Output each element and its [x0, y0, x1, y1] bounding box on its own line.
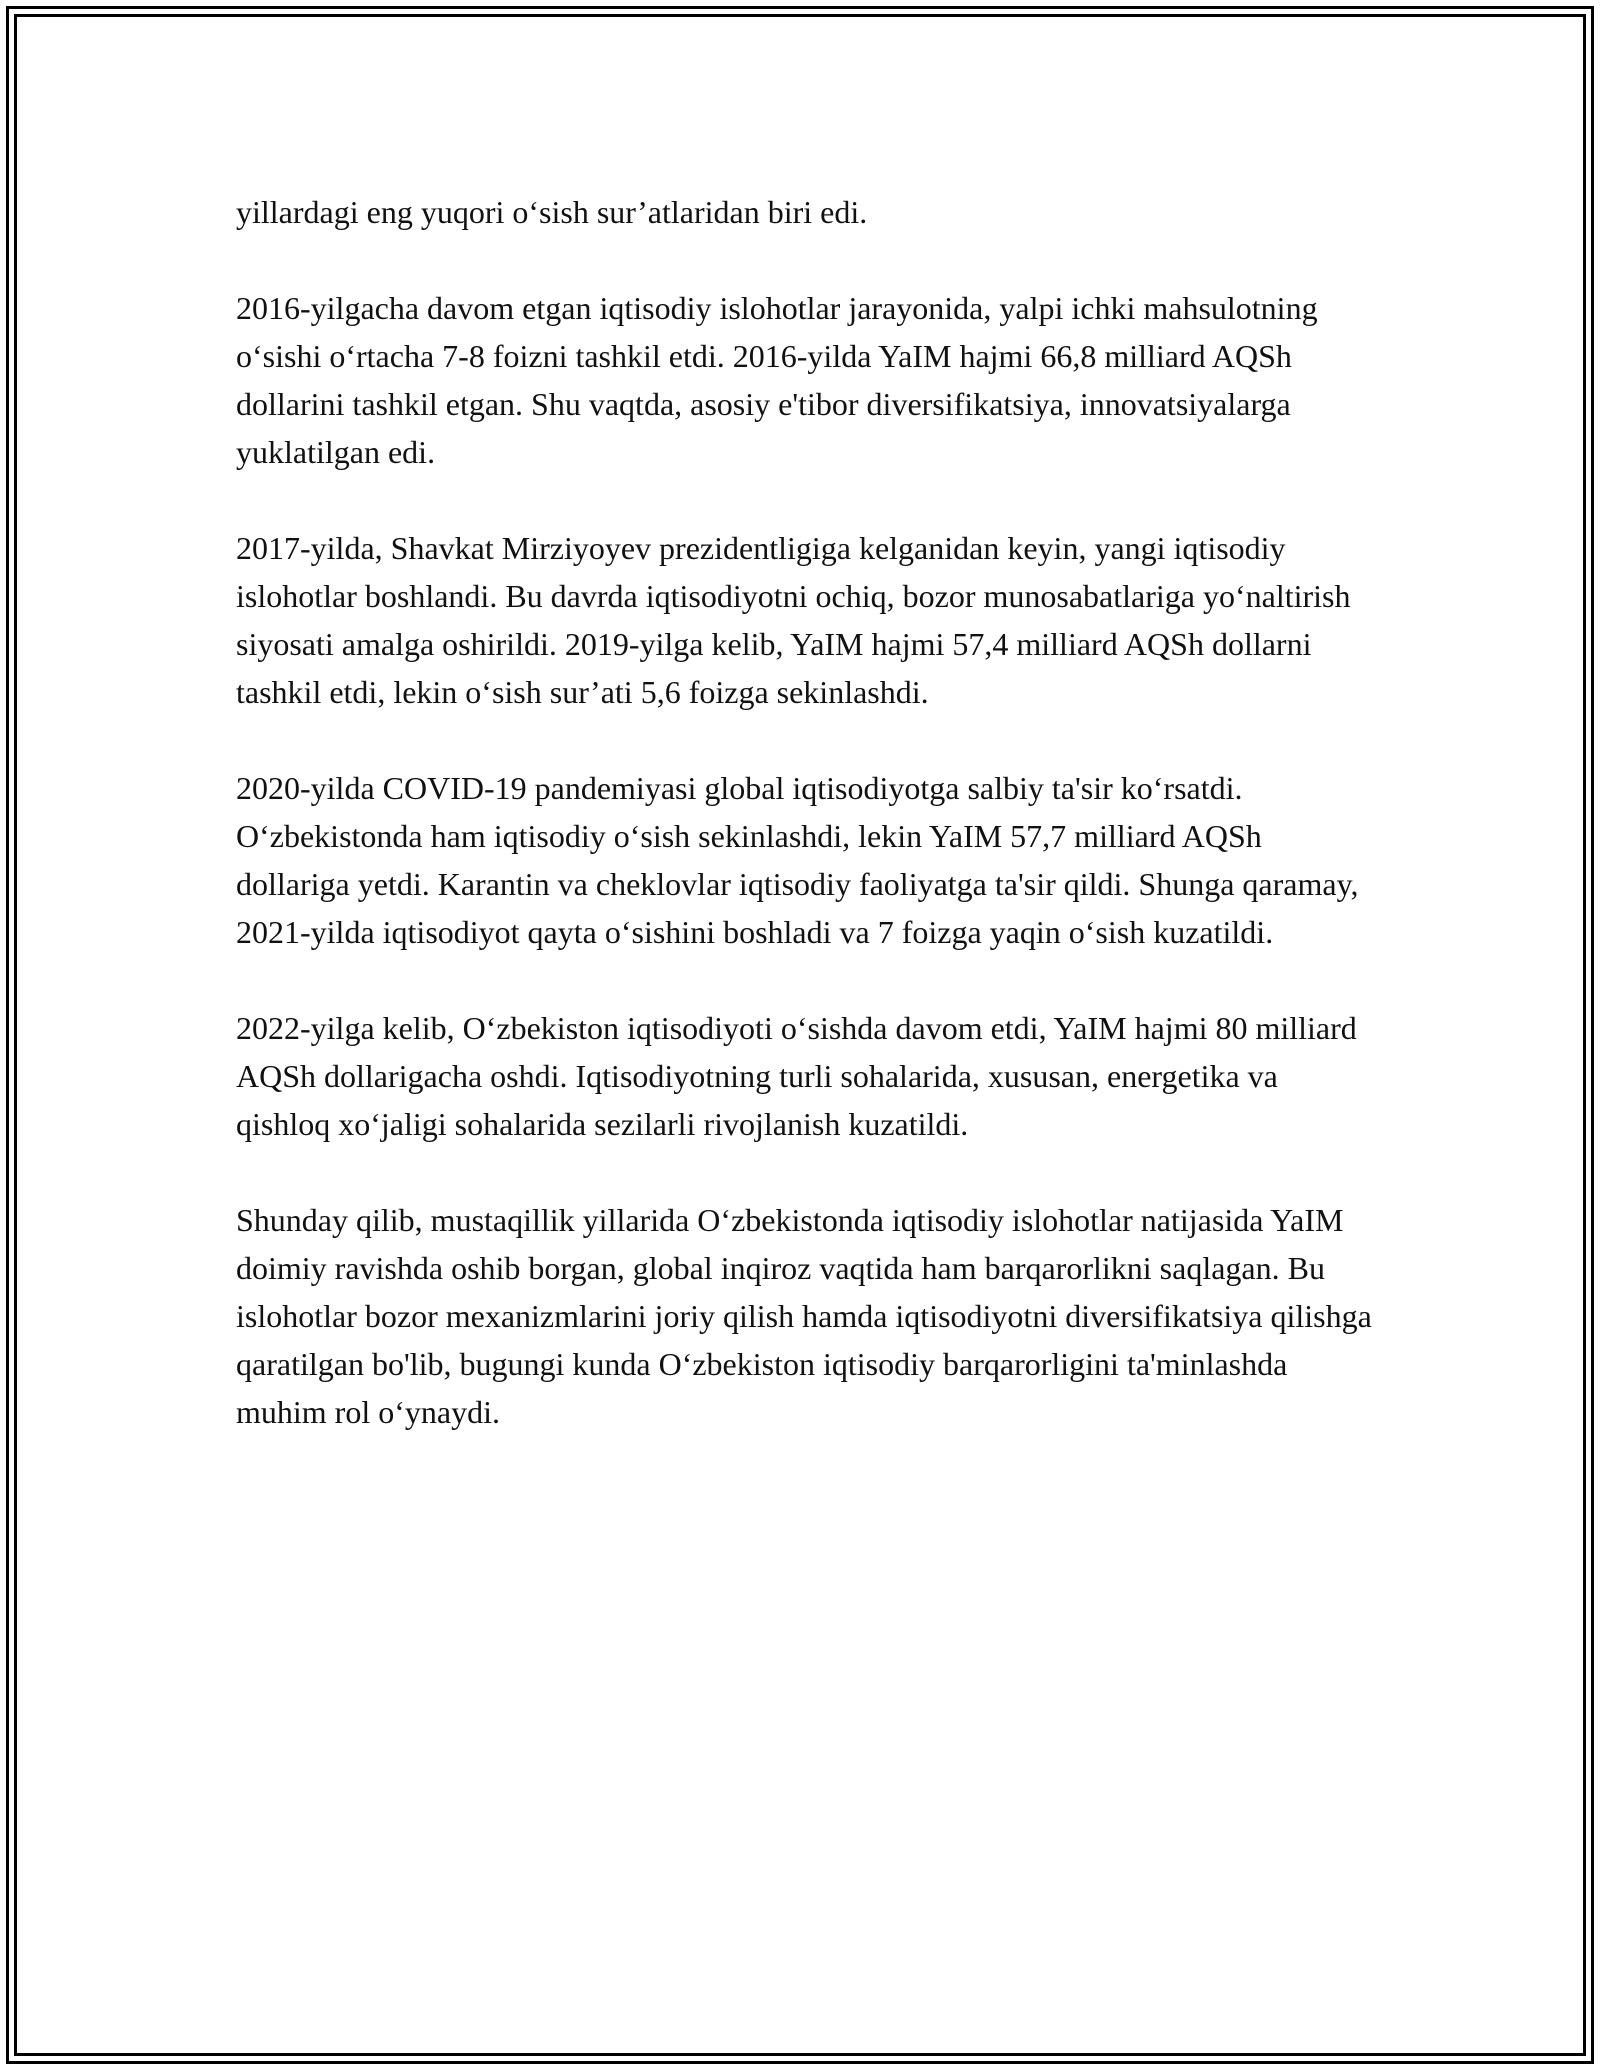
document-body [236, 188, 1376, 1436]
paragraph-2022-growth: 2022-yilga kelib, O‘zbekiston iqtisodiyoti o‘sishda davom etdi, YaIM hajmi 80 milliard AQSh dollarigacha oshdi. Iqtisodiyotning turli sohalarida, xususan, energetika va qishloq xo‘jaligi sohalarida sezilarli rivojlanish kuzatildi. [236, 1010, 1357, 1142]
paragraph-2017-reforms: 2017-yilda, Shavkat Mirziyoyev prezidentligiga kelganidan keyin, yangi iqtisodiy islohotlar boshlandi. Bu davrda iqtisodiyotni ochiq, bozor munosabatlariga yo‘naltirish siyosati amalga oshirildi. 2019-yilga kelib, YaIM hajmi 57,4 milliard AQSh dollarni tashkil etdi, lekin o‘sish sur’ati 5,6 foizga sekinlashdi. [236, 530, 1351, 710]
paragraph-continuation: yillardagi eng yuqori o‘sish sur’atlaridan biri edi. [236, 194, 868, 230]
paragraph-2020-covid: 2020-yilda COVID-19 pandemiyasi global iqtisodiyotga salbiy ta'sir ko‘rsatdi. O‘zbekistonda ham iqtisodiy o‘sish sekinlashdi, lekin YaIM 57,7 milliard AQSh dollariga yetdi. Karantin va cheklovlar iqtisodiy faoliyatga ta'sir qildi. Shunga qaramay, 2021-yilda iqtisodiyot qayta o‘sishini boshladi va 7 foizga yaqin o‘sish kuzatildi. [236, 770, 1359, 950]
paragraph-2016-reforms: 2016-yilgacha davom etgan iqtisodiy islohotlar jarayonida, yalpi ichki mahsulotning o‘sishi o‘rtacha 7-8 foizni tashkil etdi. 2016-yilda YaIM hajmi 66,8 milliard AQSh dollarini tashkil etgan. Shu vaqtda, asosiy e'tibor diversifikatsiya, innovatsiyalarga yuklatilgan edi. [236, 290, 1318, 470]
paragraph-conclusion: Shunday qilib, mustaqillik yillarida O‘zbekistonda iqtisodiy islohotlar natijasida YaIM doimiy ravishda oshib borgan, global inqiroz vaqtida ham barqarorlikni saqlagan. Bu islohotlar bozor mexanizmlarini joriy qilish hamda iqtisodiyotni diversifikatsiya qilishga qaratilgan bo'lib, bugungi kunda O‘zbekiston iqtisodiy barqarorligini ta'minlashda muhim rol o‘ynaydi. [236, 1202, 1372, 1430]
